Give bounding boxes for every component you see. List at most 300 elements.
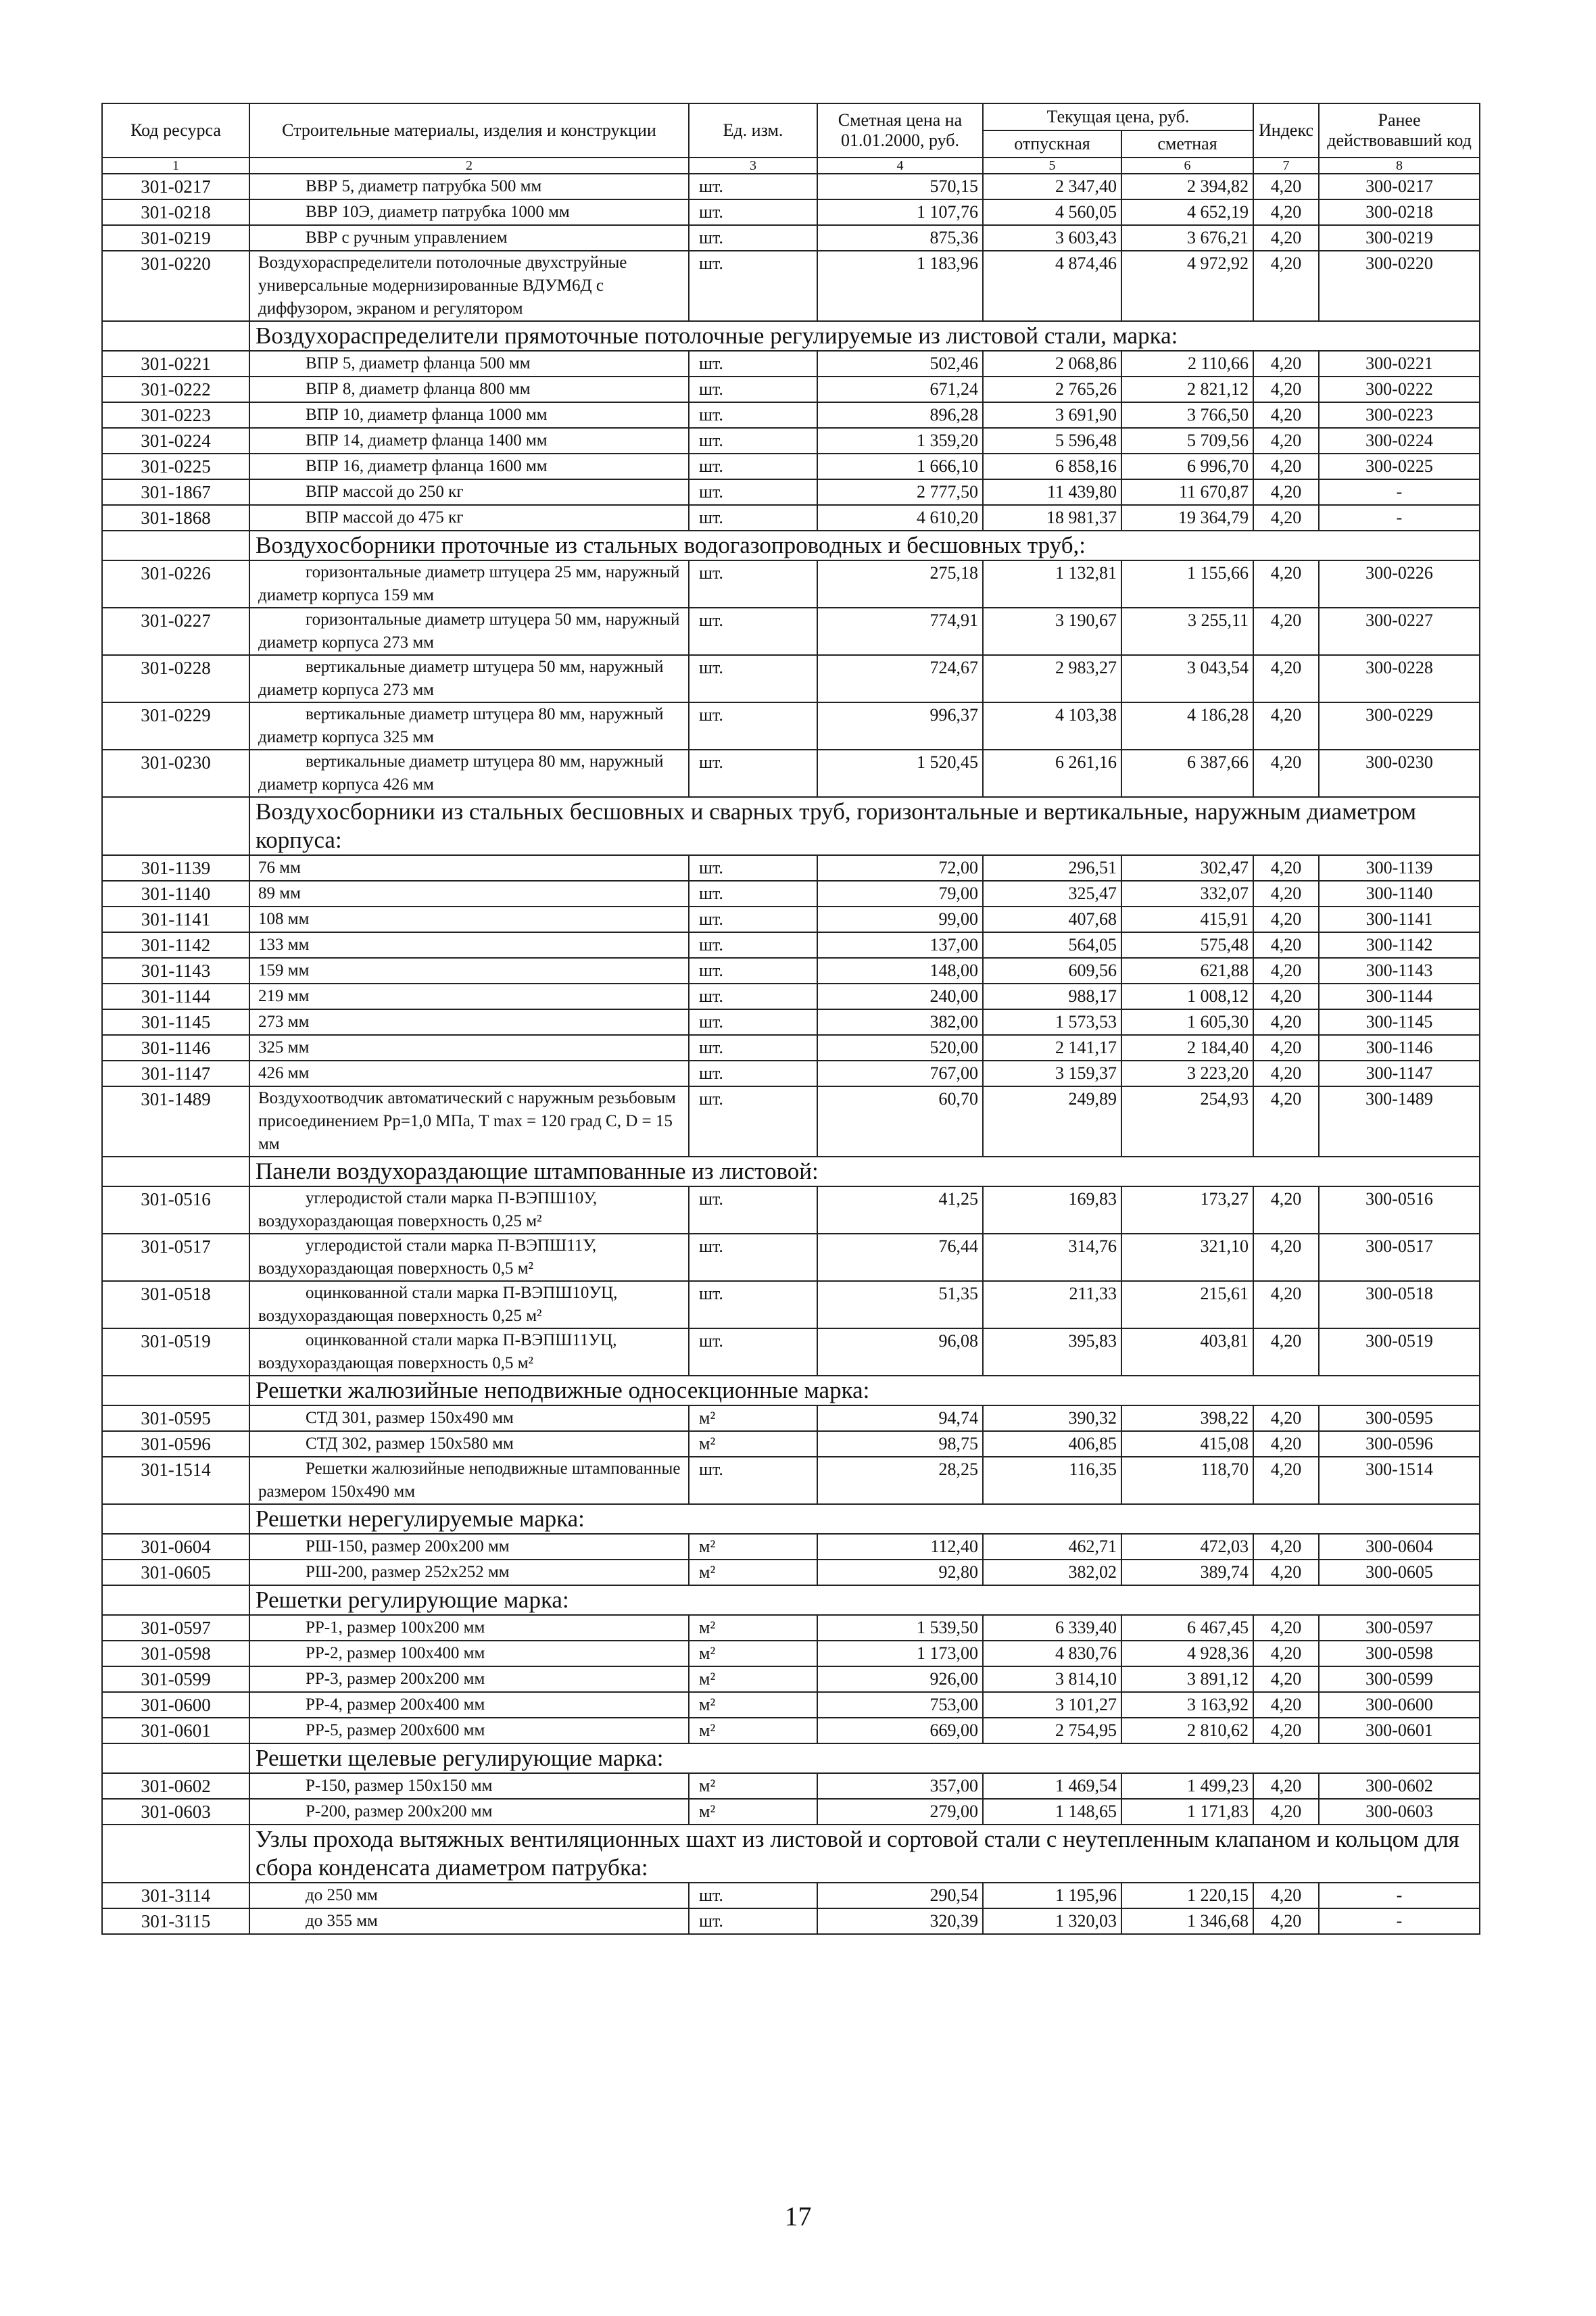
previous-code: 300-0222 [1319, 377, 1480, 402]
table-row [102, 251, 1480, 321]
previous-code: 300-0227 [1319, 608, 1480, 655]
previous-code: 300-0604 [1319, 1534, 1480, 1560]
table-row [102, 428, 1480, 454]
table-row [102, 377, 1480, 402]
section-code-cell [102, 797, 249, 855]
resource-code: 301-1141 [102, 907, 249, 932]
estimate-price: 403,81 [1121, 1328, 1253, 1376]
material-name: 273 мм [249, 1009, 689, 1035]
previous-code: 300-1141 [1319, 907, 1480, 932]
section-title: Панели воздухораздающие штампованные из листовой: [249, 1157, 1480, 1186]
material-name: Воздухораспределители потолочные двухструйные универсальные модернизированные ВДУМ6Д с диффузором, экраном и регулятором [249, 251, 689, 321]
table-row [102, 608, 1480, 655]
estimate-price: 3 043,54 [1121, 655, 1253, 702]
unit-of-measure: м² [689, 1692, 817, 1718]
material-name: оцинкованной стали марка П-ВЭПШ10УЦ, воздухораздающая поверхность 0,25 м² [249, 1281, 689, 1328]
price-2000: 875,36 [817, 225, 983, 251]
previous-code: 300-0217 [1319, 174, 1480, 199]
price-index: 4,20 [1253, 174, 1319, 199]
estimate-price: 3 891,12 [1121, 1666, 1253, 1692]
resource-code: 301-1145 [102, 1009, 249, 1035]
estimate-price: 415,91 [1121, 907, 1253, 932]
price-index: 4,20 [1253, 1773, 1319, 1799]
price-index: 4,20 [1253, 1666, 1319, 1692]
release-price: 382,02 [983, 1560, 1121, 1585]
previous-code: 300-0516 [1319, 1186, 1480, 1234]
price-2000: 94,74 [817, 1405, 983, 1431]
resource-code: 301-0217 [102, 174, 249, 199]
resource-code: 301-0516 [102, 1186, 249, 1234]
unit-of-measure: м² [689, 1718, 817, 1743]
header-code: Код ресурса [102, 103, 249, 158]
price-2000: 1 173,00 [817, 1641, 983, 1666]
release-price: 2 141,17 [983, 1035, 1121, 1061]
material-name: РШ-150, размер 200х200 мм [249, 1534, 689, 1560]
estimate-price: 2 110,66 [1121, 351, 1253, 377]
estimate-price: 173,27 [1121, 1186, 1253, 1234]
previous-code: 300-0519 [1319, 1328, 1480, 1376]
price-2000: 60,70 [817, 1086, 983, 1157]
column-number: 7 [1253, 158, 1319, 174]
previous-code: 300-1145 [1319, 1009, 1480, 1035]
price-index: 4,20 [1253, 1615, 1319, 1641]
release-price: 2 983,27 [983, 655, 1121, 702]
price-index: 4,20 [1253, 984, 1319, 1009]
table-row [102, 174, 1480, 199]
section-header-row [102, 531, 1480, 560]
header-index: Индекс [1253, 103, 1319, 158]
table-row [102, 454, 1480, 479]
previous-code: 300-0225 [1319, 454, 1480, 479]
estimate-price: 2 394,82 [1121, 174, 1253, 199]
material-name: углеродистой стали марка П-ВЭПШ10У, воздухораздающая поверхность 0,25 м² [249, 1186, 689, 1234]
price-2000: 1 359,20 [817, 428, 983, 454]
table-row [102, 1061, 1480, 1086]
table-row [102, 1534, 1480, 1560]
table-row [102, 1234, 1480, 1281]
header-release-price: отпускная [983, 130, 1121, 158]
estimate-price: 254,93 [1121, 1086, 1253, 1157]
section-code-cell [102, 321, 249, 351]
resource-code: 301-1147 [102, 1061, 249, 1086]
section-header-row [102, 1376, 1480, 1405]
unit-of-measure: м² [689, 1666, 817, 1692]
material-name: ВВР 5, диаметр патрубка 500 мм [249, 174, 689, 199]
section-code-cell [102, 1376, 249, 1405]
release-price: 4 830,76 [983, 1641, 1121, 1666]
price-index: 4,20 [1253, 560, 1319, 608]
price-index: 4,20 [1253, 608, 1319, 655]
resource-code: 301-0218 [102, 199, 249, 225]
table-row [102, 1718, 1480, 1743]
estimate-price: 389,74 [1121, 1560, 1253, 1585]
estimate-price: 6 467,45 [1121, 1615, 1253, 1641]
resource-code: 301-0596 [102, 1431, 249, 1457]
price-2000: 51,35 [817, 1281, 983, 1328]
previous-code: 300-1146 [1319, 1035, 1480, 1061]
table-row [102, 402, 1480, 428]
section-title: Воздухосборники из стальных бесшовных и сварных труб, горизонтальные и вертикальные, наружным диаметром корпуса: [249, 797, 1480, 855]
previous-code: 300-0220 [1319, 251, 1480, 321]
unit-of-measure: шт. [689, 881, 817, 907]
release-price: 2 765,26 [983, 377, 1121, 402]
estimate-price: 415,08 [1121, 1431, 1253, 1457]
previous-code: - [1319, 1883, 1480, 1908]
section-header-row [102, 1825, 1480, 1883]
resource-code: 301-0226 [102, 560, 249, 608]
estimate-price: 4 652,19 [1121, 199, 1253, 225]
table-header-row [102, 103, 1480, 130]
price-index: 4,20 [1253, 1457, 1319, 1504]
estimate-price: 3 676,21 [1121, 225, 1253, 251]
estimate-price: 2 810,62 [1121, 1718, 1253, 1743]
release-price: 3 691,90 [983, 402, 1121, 428]
table-row [102, 1281, 1480, 1328]
previous-code: 300-0518 [1319, 1281, 1480, 1328]
price-2000: 28,25 [817, 1457, 983, 1504]
table-row [102, 1666, 1480, 1692]
estimate-price: 1 499,23 [1121, 1773, 1253, 1799]
price-2000: 275,18 [817, 560, 983, 608]
price-index: 4,20 [1253, 932, 1319, 958]
estimate-price: 1 155,66 [1121, 560, 1253, 608]
unit-of-measure: шт. [689, 932, 817, 958]
previous-code: - [1319, 1908, 1480, 1934]
price-index: 4,20 [1253, 1234, 1319, 1281]
release-price: 325,47 [983, 881, 1121, 907]
price-index: 4,20 [1253, 1641, 1319, 1666]
release-price: 2 068,86 [983, 351, 1121, 377]
table-row [102, 984, 1480, 1009]
previous-code: 300-1143 [1319, 958, 1480, 984]
section-title: Решетки щелевые регулирующие марка: [249, 1743, 1480, 1773]
table-row [102, 479, 1480, 505]
column-number: 1 [102, 158, 249, 174]
material-name: 76 мм [249, 855, 689, 881]
price-index: 4,20 [1253, 958, 1319, 984]
table-row [102, 1615, 1480, 1641]
material-name: ВПР массой до 250 кг [249, 479, 689, 505]
price-2000: 926,00 [817, 1666, 983, 1692]
previous-code: 300-1514 [1319, 1457, 1480, 1504]
unit-of-measure: шт. [689, 479, 817, 505]
resource-code: 301-0221 [102, 351, 249, 377]
estimate-price: 3 766,50 [1121, 402, 1253, 428]
table-row [102, 932, 1480, 958]
table-row [102, 505, 1480, 531]
price-2000: 99,00 [817, 907, 983, 932]
price-index: 4,20 [1253, 1086, 1319, 1157]
unit-of-measure: шт. [689, 428, 817, 454]
release-price: 3 603,43 [983, 225, 1121, 251]
unit-of-measure: шт. [689, 454, 817, 479]
price-2000: 1 520,45 [817, 750, 983, 797]
price-2000: 76,44 [817, 1234, 983, 1281]
release-price: 314,76 [983, 1234, 1121, 1281]
price-2000: 896,28 [817, 402, 983, 428]
previous-code: 300-0230 [1319, 750, 1480, 797]
material-name: горизонтальные диаметр штуцера 50 мм, наружный диаметр корпуса 273 мм [249, 608, 689, 655]
section-title: Решетки регулирующие марка: [249, 1585, 1480, 1615]
resource-code: 301-1142 [102, 932, 249, 958]
resource-code: 301-1867 [102, 479, 249, 505]
section-header-row [102, 1157, 1480, 1186]
resource-code: 301-0219 [102, 225, 249, 251]
unit-of-measure: шт. [689, 958, 817, 984]
price-2000: 382,00 [817, 1009, 983, 1035]
release-price: 3 101,27 [983, 1692, 1121, 1718]
resource-code: 301-0230 [102, 750, 249, 797]
price-2000: 279,00 [817, 1799, 983, 1825]
material-name: РР-5, размер 200х600 мм [249, 1718, 689, 1743]
price-index: 4,20 [1253, 1405, 1319, 1431]
release-price: 1 469,54 [983, 1773, 1121, 1799]
material-name: Решетки жалюзийные неподвижные штампованные размером 150х490 мм [249, 1457, 689, 1504]
release-price: 4 103,38 [983, 702, 1121, 750]
price-index: 4,20 [1253, 505, 1319, 531]
price-2000: 72,00 [817, 855, 983, 881]
table-row [102, 702, 1480, 750]
previous-code: 300-0602 [1319, 1773, 1480, 1799]
section-title: Узлы прохода вытяжных вентиляционных шахт из листовой и сортовой стали с неутепленным клапаном и кольцом для сбора конденсата диаметром патрубка: [249, 1825, 1480, 1883]
price-index: 4,20 [1253, 1009, 1319, 1035]
material-name: Воздухоотводчик автоматический с наружным резьбовым присоединением Рр=1,0 МПа, Т max = 120 град С, D = 15 мм [249, 1086, 689, 1157]
material-name: ВПР 16, диаметр фланца 1600 мм [249, 454, 689, 479]
estimate-price: 321,10 [1121, 1234, 1253, 1281]
column-number: 2 [249, 158, 689, 174]
column-numbers-row [102, 158, 1480, 174]
price-index: 4,20 [1253, 225, 1319, 251]
price-index: 4,20 [1253, 1186, 1319, 1234]
previous-code: 300-1139 [1319, 855, 1480, 881]
material-name: углеродистой стали марка П-ВЭПШ11У, воздухораздающая поверхность 0,5 м² [249, 1234, 689, 1281]
price-2000: 1 183,96 [817, 251, 983, 321]
unit-of-measure: шт. [689, 505, 817, 531]
resource-code: 301-1143 [102, 958, 249, 984]
price-2000: 41,25 [817, 1186, 983, 1234]
estimate-price: 118,70 [1121, 1457, 1253, 1504]
previous-code: 300-1140 [1319, 881, 1480, 907]
price-index: 4,20 [1253, 1799, 1319, 1825]
estimate-price: 1 171,83 [1121, 1799, 1253, 1825]
previous-code: 300-0218 [1319, 199, 1480, 225]
resource-code: 301-0220 [102, 251, 249, 321]
material-name: 159 мм [249, 958, 689, 984]
table-row [102, 907, 1480, 932]
material-name: до 355 мм [249, 1908, 689, 1934]
column-number: 4 [817, 158, 983, 174]
unit-of-measure: шт. [689, 608, 817, 655]
price-table [101, 103, 1480, 1935]
release-price: 3 190,67 [983, 608, 1121, 655]
unit-of-measure: м² [689, 1405, 817, 1431]
price-2000: 112,40 [817, 1534, 983, 1560]
unit-of-measure: м² [689, 1615, 817, 1641]
estimate-price: 4 186,28 [1121, 702, 1253, 750]
table-row [102, 1186, 1480, 1234]
previous-code: 300-0601 [1319, 1718, 1480, 1743]
price-2000: 520,00 [817, 1035, 983, 1061]
resource-code: 301-0517 [102, 1234, 249, 1281]
previous-code: 300-0517 [1319, 1234, 1480, 1281]
previous-code: - [1319, 479, 1480, 505]
price-2000: 996,37 [817, 702, 983, 750]
unit-of-measure: шт. [689, 1883, 817, 1908]
table-row [102, 1883, 1480, 1908]
material-name: ВВР 10Э, диаметр патрубка 1000 мм [249, 199, 689, 225]
section-code-cell [102, 1825, 249, 1883]
price-index: 4,20 [1253, 479, 1319, 505]
estimate-price: 575,48 [1121, 932, 1253, 958]
release-price: 169,83 [983, 1186, 1121, 1234]
release-price: 116,35 [983, 1457, 1121, 1504]
price-2000: 96,08 [817, 1328, 983, 1376]
previous-code: 300-0596 [1319, 1431, 1480, 1457]
price-2000: 767,00 [817, 1061, 983, 1086]
table-row [102, 351, 1480, 377]
resource-code: 301-0227 [102, 608, 249, 655]
release-price: 3 159,37 [983, 1061, 1121, 1086]
table-row [102, 1405, 1480, 1431]
section-title: Решетки нерегулируемые марка: [249, 1504, 1480, 1534]
release-price: 609,56 [983, 958, 1121, 984]
table-row [102, 1560, 1480, 1585]
header-price-2000: Сметная цена на 01.01.2000, руб. [817, 103, 983, 158]
resource-code: 301-1140 [102, 881, 249, 907]
price-2000: 669,00 [817, 1718, 983, 1743]
table-row [102, 1457, 1480, 1504]
table-row [102, 655, 1480, 702]
header-name: Строительные материалы, изделия и конструкции [249, 103, 689, 158]
material-name: РР-1, размер 100х200 мм [249, 1615, 689, 1641]
estimate-price: 2 821,12 [1121, 377, 1253, 402]
price-index: 4,20 [1253, 1692, 1319, 1718]
price-index: 4,20 [1253, 881, 1319, 907]
previous-code: 300-0226 [1319, 560, 1480, 608]
column-number: 6 [1121, 158, 1253, 174]
previous-code: 300-0598 [1319, 1641, 1480, 1666]
resource-code: 301-0222 [102, 377, 249, 402]
price-2000: 2 777,50 [817, 479, 983, 505]
release-price: 296,51 [983, 855, 1121, 881]
section-header-row [102, 1504, 1480, 1534]
section-code-cell [102, 1585, 249, 1615]
unit-of-measure: шт. [689, 225, 817, 251]
release-price: 4 874,46 [983, 251, 1121, 321]
release-price: 1 132,81 [983, 560, 1121, 608]
price-2000: 137,00 [817, 932, 983, 958]
release-price: 249,89 [983, 1086, 1121, 1157]
header-prev-code: Ранее действовавший код [1319, 103, 1480, 158]
unit-of-measure: шт. [689, 174, 817, 199]
release-price: 18 981,37 [983, 505, 1121, 531]
release-price: 6 261,16 [983, 750, 1121, 797]
unit-of-measure: м² [689, 1431, 817, 1457]
unit-of-measure: шт. [689, 377, 817, 402]
estimate-price: 3 163,92 [1121, 1692, 1253, 1718]
estimate-price: 4 928,36 [1121, 1641, 1253, 1666]
release-price: 5 596,48 [983, 428, 1121, 454]
price-index: 4,20 [1253, 199, 1319, 225]
resource-code: 301-0228 [102, 655, 249, 702]
price-index: 4,20 [1253, 428, 1319, 454]
previous-code: 300-0597 [1319, 1615, 1480, 1641]
price-2000: 79,00 [817, 881, 983, 907]
release-price: 1 148,65 [983, 1799, 1121, 1825]
release-price: 6 339,40 [983, 1615, 1121, 1641]
unit-of-measure: шт. [689, 1457, 817, 1504]
resource-code: 301-0223 [102, 402, 249, 428]
unit-of-measure: шт. [689, 855, 817, 881]
price-index: 4,20 [1253, 702, 1319, 750]
price-index: 4,20 [1253, 1883, 1319, 1908]
previous-code: 300-1489 [1319, 1086, 1480, 1157]
previous-code: 300-0219 [1319, 225, 1480, 251]
estimate-price: 332,07 [1121, 881, 1253, 907]
release-price: 11 439,80 [983, 479, 1121, 505]
price-2000: 671,24 [817, 377, 983, 402]
unit-of-measure: шт. [689, 351, 817, 377]
release-price: 6 858,16 [983, 454, 1121, 479]
estimate-price: 6 996,70 [1121, 454, 1253, 479]
material-name: оцинкованной стали марка П-ВЭПШ11УЦ, воздухораздающая поверхность 0,5 м² [249, 1328, 689, 1376]
estimate-price: 2 184,40 [1121, 1035, 1253, 1061]
release-price: 211,33 [983, 1281, 1121, 1328]
unit-of-measure: м² [689, 1641, 817, 1666]
unit-of-measure: шт. [689, 1328, 817, 1376]
unit-of-measure: шт. [689, 1009, 817, 1035]
price-2000: 753,00 [817, 1692, 983, 1718]
release-price: 1 573,53 [983, 1009, 1121, 1035]
unit-of-measure: шт. [689, 907, 817, 932]
table-row [102, 1908, 1480, 1934]
resource-code: 301-0597 [102, 1615, 249, 1641]
table-row [102, 1641, 1480, 1666]
table-row [102, 1773, 1480, 1799]
table-row [102, 958, 1480, 984]
unit-of-measure: шт. [689, 199, 817, 225]
unit-of-measure: шт. [689, 702, 817, 750]
release-price: 2 347,40 [983, 174, 1121, 199]
material-name: РР-3, размер 200х200 мм [249, 1666, 689, 1692]
price-index: 4,20 [1253, 377, 1319, 402]
material-name: горизонтальные диаметр штуцера 25 мм, наружный диаметр корпуса 159 мм [249, 560, 689, 608]
price-index: 4,20 [1253, 1908, 1319, 1934]
page-number: 17 [784, 2201, 812, 2231]
material-name: ВВР с ручным управлением [249, 225, 689, 251]
material-name: СТД 301, размер 150х490 мм [249, 1405, 689, 1431]
previous-code: 300-1142 [1319, 932, 1480, 958]
previous-code: 300-1147 [1319, 1061, 1480, 1086]
estimate-price: 472,03 [1121, 1534, 1253, 1560]
price-index: 4,20 [1253, 1560, 1319, 1585]
price-2000: 724,67 [817, 655, 983, 702]
unit-of-measure: шт. [689, 251, 817, 321]
material-name: ВПР 5, диаметр фланца 500 мм [249, 351, 689, 377]
resource-code: 301-1514 [102, 1457, 249, 1504]
unit-of-measure: шт. [689, 560, 817, 608]
section-code-cell [102, 1504, 249, 1534]
resource-code: 301-0604 [102, 1534, 249, 1560]
release-price: 4 560,05 [983, 199, 1121, 225]
release-price: 407,68 [983, 907, 1121, 932]
price-index: 4,20 [1253, 1061, 1319, 1086]
unit-of-measure: шт. [689, 402, 817, 428]
section-header-row [102, 1743, 1480, 1773]
resource-code: 301-0598 [102, 1641, 249, 1666]
table-row [102, 1035, 1480, 1061]
price-index: 4,20 [1253, 251, 1319, 321]
